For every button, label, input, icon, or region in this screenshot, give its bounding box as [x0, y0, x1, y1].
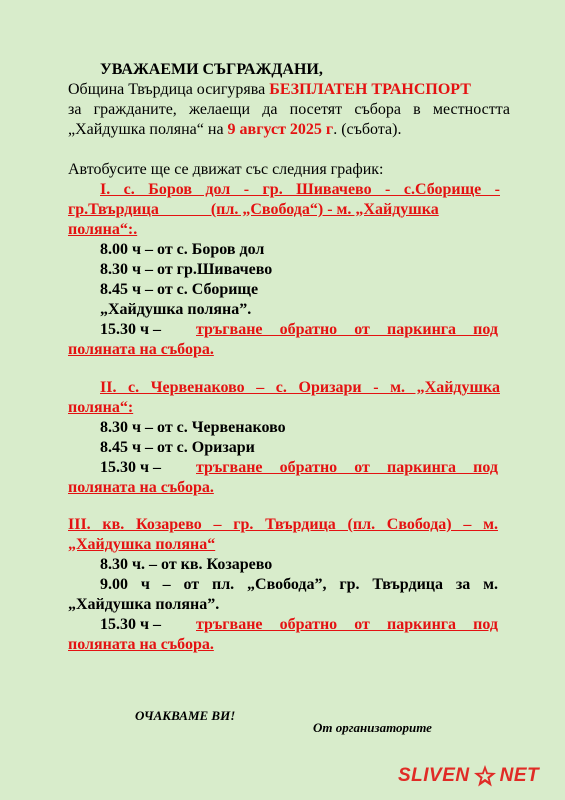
- route3-return-text-2: поляната на събора.: [68, 636, 214, 653]
- route2-stop-2: 8.45 ч – от с. Оризари: [100, 439, 255, 456]
- route2-return-text-2: поляната на събора.: [68, 479, 214, 496]
- route2-return-text: тръгване обратно от паркинга под: [196, 459, 498, 476]
- route3-stop-2: 9.00 ч – от пл. „Свобода”, гр. Твърдица за м.: [100, 576, 498, 593]
- intro-line-2: за гражданите, желаещи да посетят събора в местността: [68, 101, 510, 118]
- schedule-intro: Автобусите ще се движат със следния график:: [68, 161, 384, 178]
- intro-line-1: [68, 80, 471, 100]
- route2-return-time: 15.30 ч –: [100, 459, 162, 476]
- route1-title-line1: I. с. Боров дол - гр. Шивачево - с.Сборище -: [100, 181, 500, 198]
- route2-title-line1: II. с. Червенаково – с. Оризари - м. „Хайдушка: [100, 379, 500, 396]
- event-date: 9 август 2025 г: [227, 121, 334, 138]
- route2-stop-1: 8.30 ч – от с. Червенаково: [100, 419, 286, 436]
- route3-return-time: 15.30 ч –: [100, 616, 162, 633]
- route1-return-text: тръгване обратно от паркинга под: [196, 321, 498, 338]
- route1-return-text-2: поляната на събора.: [68, 341, 214, 358]
- route3-title-line2: „Хайдушка поляна“: [68, 536, 216, 553]
- route1-title-line2: гр.Твърдица (пл. „Свобода“) - м. „Хайдушка: [68, 201, 439, 218]
- logo-text-right: NET: [499, 765, 540, 786]
- star-icon: [473, 764, 497, 788]
- route3-stop-1: 8.30 ч. – от кв. Козарево: [100, 556, 273, 573]
- route3-return-text: тръгване обратно от паркинга под: [196, 616, 498, 633]
- route2-title-line2: поляна“:: [68, 399, 134, 416]
- route3-destination: „Хайдушка поляна”.: [68, 596, 220, 613]
- free-transport-highlight: БЕЗПЛАТЕН ТРАНСПОРТ: [269, 81, 471, 98]
- greeting: УВАЖАЕМИ СЪГРАЖДАНИ,: [100, 61, 323, 78]
- slivennet-logo: [398, 764, 539, 788]
- route1-stop-1: 8.00 ч – от с. Боров дол: [100, 241, 265, 258]
- intro-line-3: [68, 120, 401, 140]
- route1-title-line3: поляна“:.: [68, 221, 138, 238]
- logo-text-left: SLIVEN: [398, 765, 470, 786]
- intro-municipality: Община Твърдица осигурява: [68, 81, 270, 98]
- closing-expect: ОЧАКВАМЕ ВИ!: [135, 708, 236, 723]
- route1-destination: „Хайдушка поляна”.: [100, 301, 252, 318]
- closing-signature: От организаторите: [313, 720, 432, 735]
- route1-stop-3: 8.45 ч – от с. Сборище: [100, 281, 259, 298]
- route1-stop-2: 8.30 ч – от гр.Шивачево: [100, 261, 273, 278]
- route3-title-line1: III. кв. Козарево – гр. Твърдица (пл. Свобода) – м.: [68, 516, 498, 533]
- event-day: . (събота).: [333, 121, 402, 138]
- route1-return-time: 15.30 ч –: [100, 321, 162, 338]
- event-place: „Хайдушка поляна“ на: [68, 121, 228, 138]
